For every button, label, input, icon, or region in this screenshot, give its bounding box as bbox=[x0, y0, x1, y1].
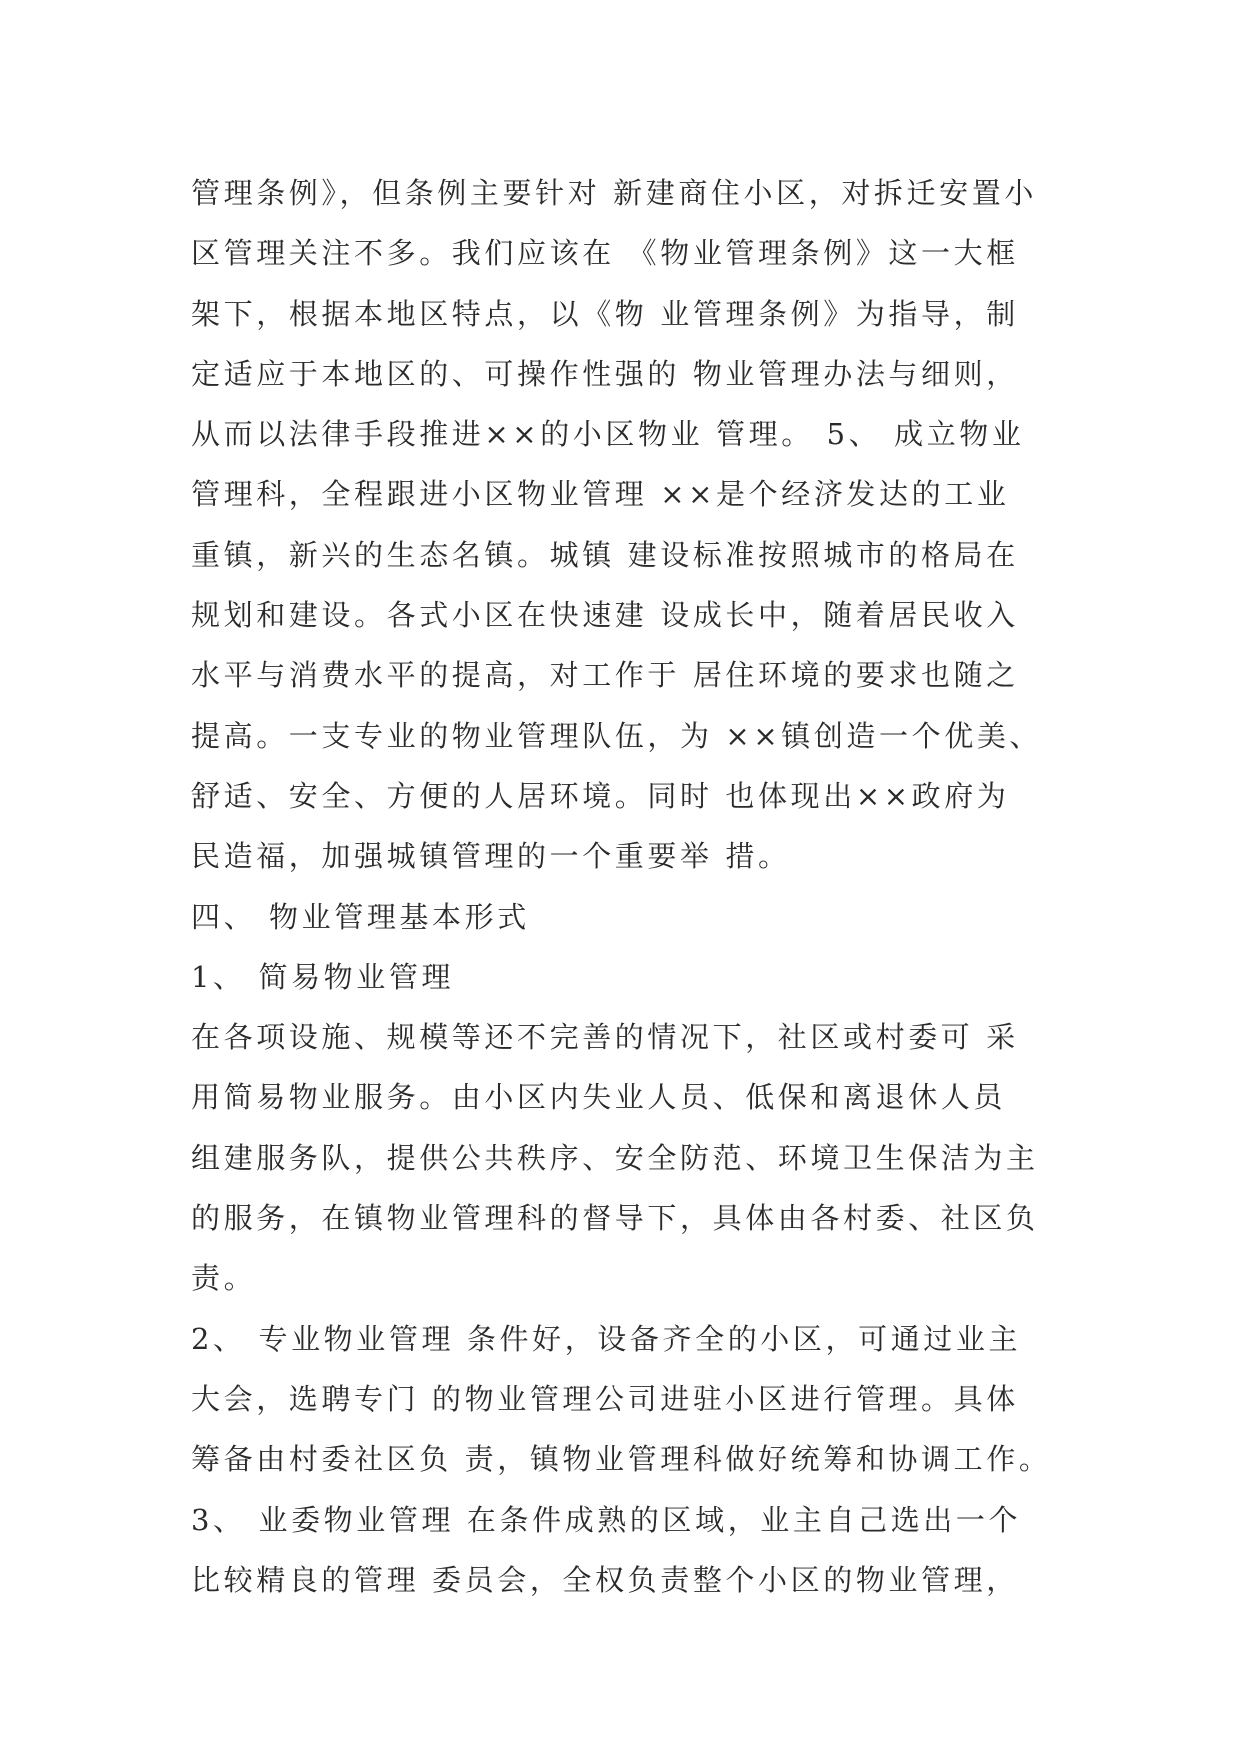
text-line: 比较精良的管理 委员会，全权负责整个小区的物业管理， bbox=[191, 1562, 1019, 1597]
text-line: 管理条例》，但条例主要针对 新建商住小区，对拆迁安置小 bbox=[191, 176, 1037, 210]
text-line: 责。 bbox=[191, 1261, 257, 1296]
text-line: 大会，选聘专门 的物业管理公司进驻小区进行管理。具体 bbox=[191, 1381, 1019, 1416]
text-line: 区管理关注不多。我们应该在 《物业管理条例》这一大框 bbox=[191, 236, 1019, 271]
text-line: 从而以法律手段推进××的小区物业 管理。 5、 成立物业 bbox=[191, 417, 1025, 452]
text-line: 规划和建设。各式小区在快速建 设成长中，随着居民收入 bbox=[191, 598, 1019, 633]
text-line: 舒适、安全、方便的人居环境。同时 也体现出××政府为 bbox=[191, 778, 1010, 813]
body-text bbox=[191, 163, 1091, 1610]
text-line: 民造福，加强城镇管理的一个重要举 措。 bbox=[191, 839, 791, 874]
text-line: 用简易物业服务。由小区内失业人员、低保和离退休人员 bbox=[191, 1080, 1007, 1115]
text-line: 2、 专业物业管理 条件好，设备齐全的小区，可通过业主 bbox=[191, 1321, 1022, 1356]
text-line: 水平与消费水平的提高，对工作于 居住环境的要求也随之 bbox=[191, 658, 1019, 693]
subsection-heading: 1、 简易物业管理 bbox=[191, 959, 455, 994]
text-line: 重镇，新兴的生态名镇。城镇 建设标准按照城市的格局在 bbox=[191, 537, 1019, 572]
text-line: 的服务，在镇物业管理科的督导下，具体由各村委、社区负 bbox=[191, 1201, 1039, 1236]
text-line: 组建服务队，提供公共秩序、安全防范、环境卫生保洁为主 bbox=[191, 1140, 1039, 1175]
text-line: 定适应于本地区的、可操作性强的 物业管理办法与细则， bbox=[191, 356, 1019, 391]
text-line: 3、 业委物业管理 在条件成熟的区域，业主自己选出一个 bbox=[191, 1502, 1022, 1537]
text-line: 管理科，全程跟进小区物业管理 ××是个经济发达的工业 bbox=[191, 477, 1010, 512]
text-line: 架下，根据本地区特点，以《物 业管理条例》为指导，制 bbox=[191, 296, 1019, 331]
text-line: 提高。一支专业的物业管理队伍，为 ××镇创造一个优美、 bbox=[191, 718, 1043, 753]
text-line: 筹备由村委社区负 责，镇物业管理科做好统筹和协调工作。 bbox=[191, 1442, 1052, 1477]
section-heading: 四、 物业管理基本形式 bbox=[191, 899, 530, 934]
text-line: 在各项设施、规模等还不完善的情况下，社区或村委可 采 bbox=[191, 1020, 1019, 1055]
